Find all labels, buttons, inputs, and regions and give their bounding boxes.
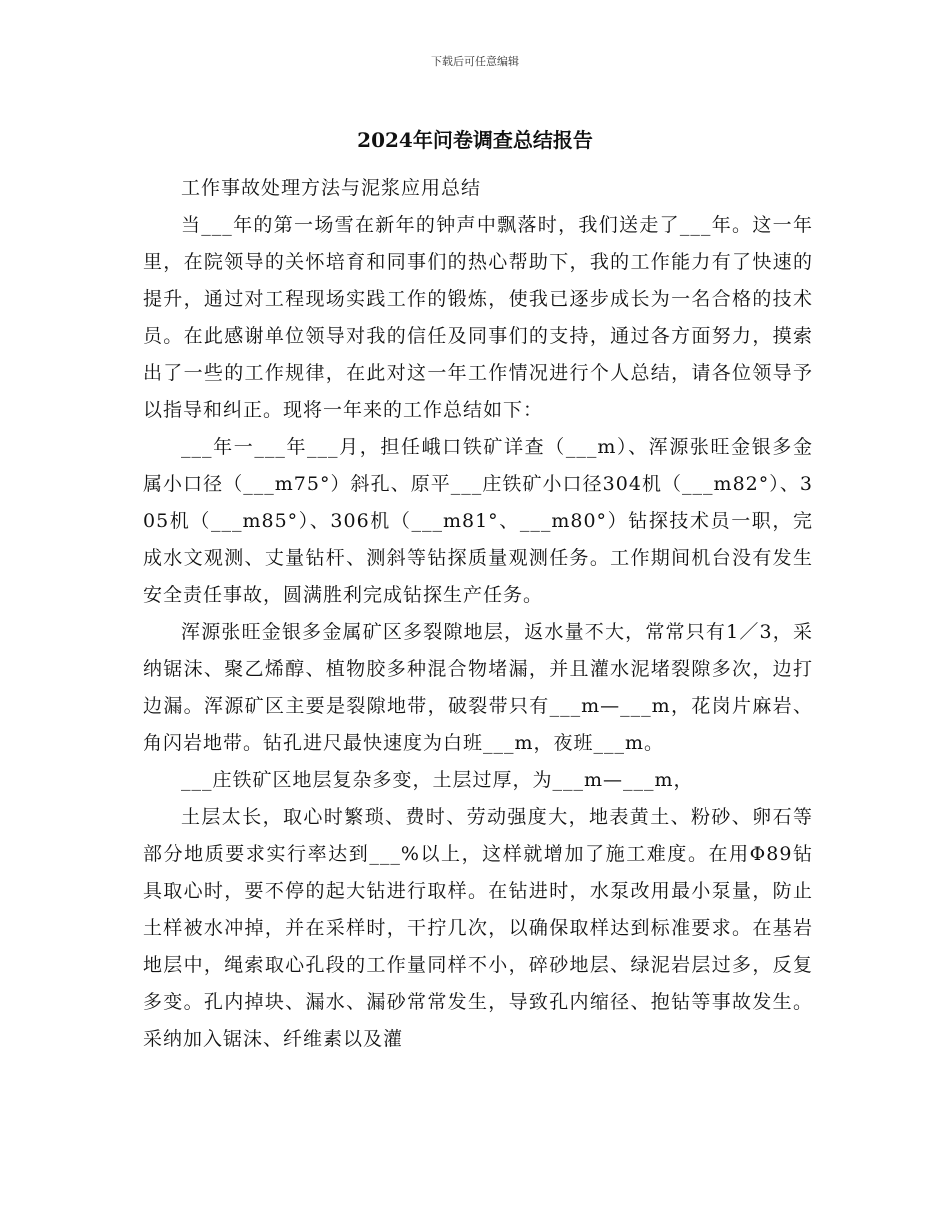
paragraph-intro: 当___年的第一场雪在新年的钟声中飘落时，我们送走了___年。这一年里，在院领导的关怀培育和同事们的热心帮助下，我的工作能力有了快速的提升，通过对工程现场实践工作的锻炼，使我已逐步成长为一名合格的技术员。在此感谢单位领导对我的信任及同事们的支持，通过各方面努力，摸索出了一些的工作规律，在此对这一年工作情况进行个人总结，请各位领导予以指导和纠正。现将一年来的工作总结如下：	[143, 214, 813, 421]
header-note: 下载后可任意编辑	[431, 55, 519, 68]
document-title: 2024年问卷调查总结报告	[357, 128, 593, 152]
paragraph-soil-layer: 土层太长，取心时繁琐、费时、劳动强度大，地表黄土、粉砂、卵石等部分地质要求实行率达到___%以上，这样就增加了施工难度。在用Φ89钻具取心时，要不停的起大钻进行取样。在钻进时，水泵改用最小泵量，防止土样被水冲掉，并在采样时，干拧几次，以确保取样达到标准要求。在基岩地层中，绳索取心孔段的工作量同样不小，碎砂地层、绿泥岩层过多，反复多变。孔内掉块、漏水、漏砂常常发生，导致孔内缩径、抱钻等事故发生。采纳加入锯沫、纤维素以及灌	[143, 806, 813, 1050]
section-subtitle: 工作事故处理方法与泥浆应用总结	[181, 177, 482, 199]
paragraph-hunyuan-mine: 浑源张旺金银多金属矿区多裂隙地层，返水量不大，常常只有1／3，采纳锯沫、聚乙烯醇、植物胶多种混合物堵漏，并且灌水泥堵裂隙多次，边打边漏。浑源矿区主要是裂隙地带，破裂带只有___m—___m，花岗片麻岩、角闪岩地带。钻孔进尺最快速度为白班___m，夜班___m。	[143, 621, 813, 754]
paragraph-work-history: ___年一___年___月，担任峨口铁矿详查（___m）、浑源张旺金银多金属小口径（___m75°）斜孔、原平___庄铁矿小口径304机（___m82°）、305机（___m85°）、306机（___m81°、___m80°）钻探技术员一职，完成水文观测、丈量钻杆、测斜等钻探质量观测任务。工作期间机台没有发生安全责任事故，圆满胜利完成钻探生产任务。	[143, 436, 813, 606]
paragraph-iron-mine: ___庄铁矿区地层复杂多变，土层过厚，为___m—___m，	[181, 769, 694, 791]
document-body	[143, 170, 813, 1058]
